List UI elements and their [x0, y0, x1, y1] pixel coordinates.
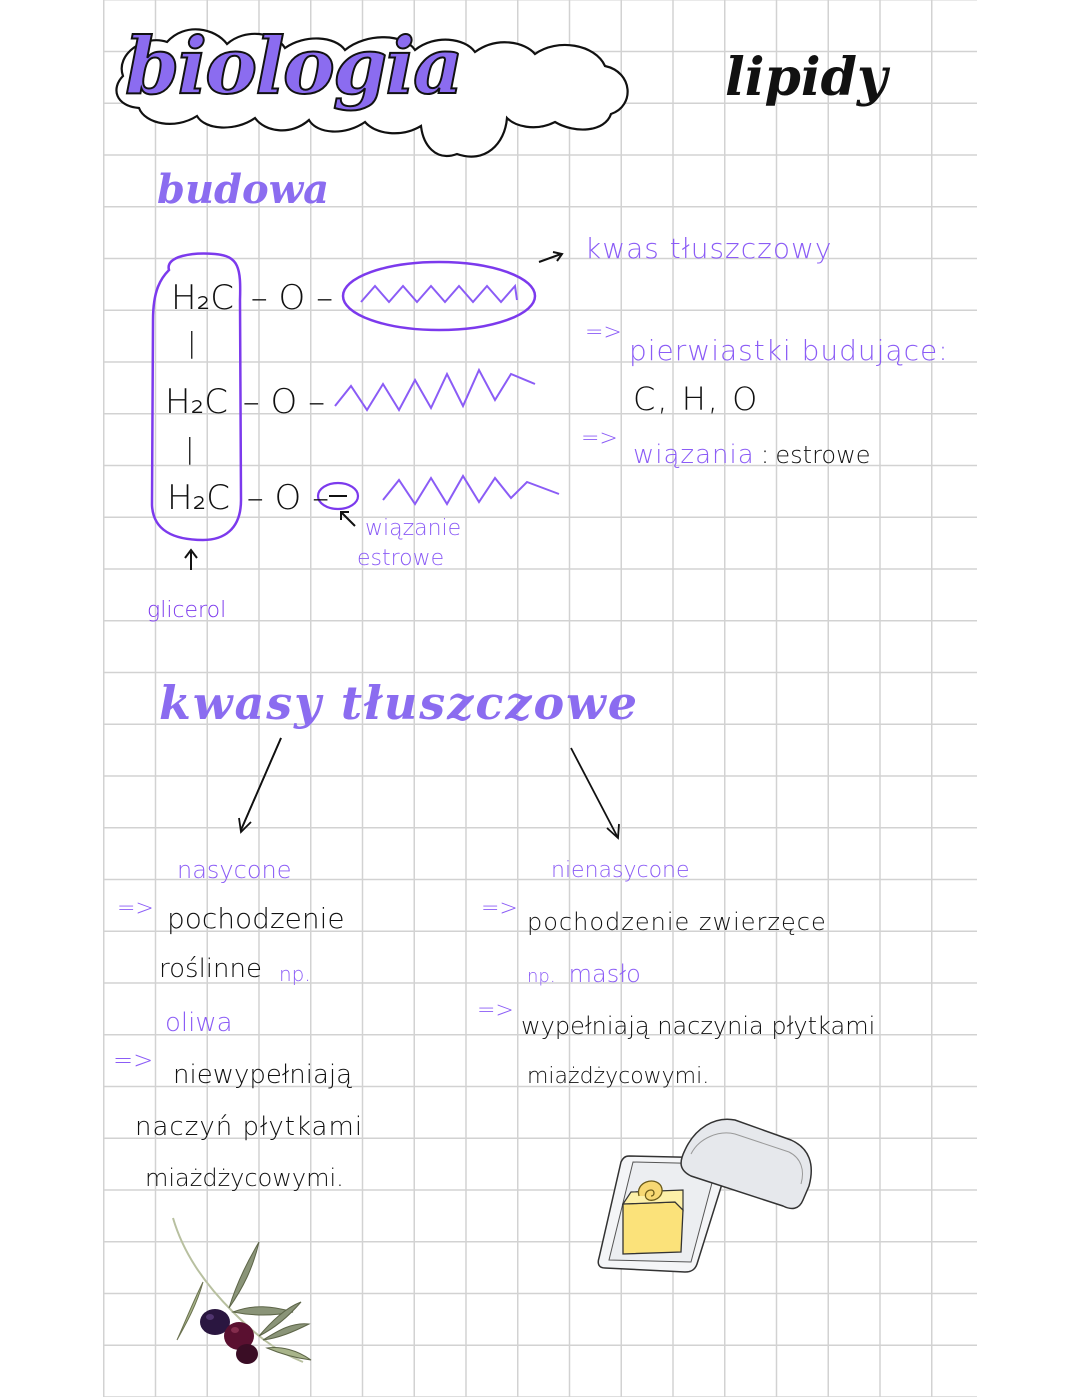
section-heading-fatty-acids: kwasy tłuszczowe	[159, 676, 640, 730]
formula-bond: – O –	[246, 478, 330, 518]
point-line: pochodzenie	[167, 902, 345, 935]
fact-arrow-1: =>	[585, 320, 622, 345]
fact-separator: :	[760, 440, 770, 470]
vertical-bond-2: |	[185, 432, 195, 465]
fact-label-bonds: wiązania	[633, 440, 755, 470]
formula-group: H₂C	[167, 478, 230, 518]
formula-bond: – O –	[250, 278, 334, 318]
point-arrow: =>	[481, 896, 518, 921]
column-title-saturated: nasycone	[177, 856, 292, 884]
point-line: roślinne	[159, 954, 262, 984]
formula-bond: – O –	[242, 382, 326, 422]
fact-label-elements: pierwiastki budujące:	[629, 334, 949, 367]
point-arrow: =>	[117, 896, 154, 921]
page-title-topic: lipidy	[725, 47, 888, 108]
formula-group: H₂C	[165, 382, 228, 422]
olive-branch-illustration	[163, 1212, 313, 1372]
point-line: naczyń płytkami	[135, 1112, 364, 1142]
arrow-left-icon	[241, 738, 281, 830]
page-title-subject: biologia	[125, 21, 462, 112]
label-ester-bond-line1: wiązanie	[365, 516, 462, 541]
section-heading-structure: budowa	[157, 166, 330, 213]
point-line: pochodzenie zwierzęce	[527, 908, 827, 936]
example-value: masło	[568, 960, 641, 988]
point-line: miażdżycowymi.	[145, 1164, 344, 1192]
fact-value-bonds: estrowe	[775, 441, 871, 469]
fact-value-elements: C, H, O	[633, 380, 760, 418]
example-value: oliwa	[165, 1008, 233, 1038]
olive-icon	[236, 1344, 258, 1364]
label-fatty-acid: kwas tłuszczowy	[585, 232, 833, 265]
column-title-unsaturated: nienasycone	[551, 858, 690, 883]
arrow-right-icon	[571, 748, 617, 836]
point-arrow: =>	[477, 998, 514, 1023]
fact-arrow-2: =>	[581, 426, 618, 451]
point-line: niewypełniają	[173, 1060, 353, 1090]
point-arrow: =>	[113, 1046, 154, 1074]
branch-arrows	[103, 0, 977, 900]
vertical-bond-1: |	[187, 326, 197, 359]
label-ester-bond-line2: estrowe	[357, 546, 445, 571]
example-label: np.	[279, 962, 311, 986]
butter-dish-illustration	[595, 1110, 817, 1280]
point-line: miażdżycowymi.	[527, 1064, 710, 1089]
example	[527, 960, 641, 988]
formula-group: H₂C	[171, 278, 234, 318]
example-label: np.	[527, 966, 556, 987]
notebook-page	[103, 0, 977, 1397]
label-glycerol: glicerol	[147, 598, 227, 623]
point-line: wypełniają naczynia płytkami	[521, 1012, 876, 1040]
